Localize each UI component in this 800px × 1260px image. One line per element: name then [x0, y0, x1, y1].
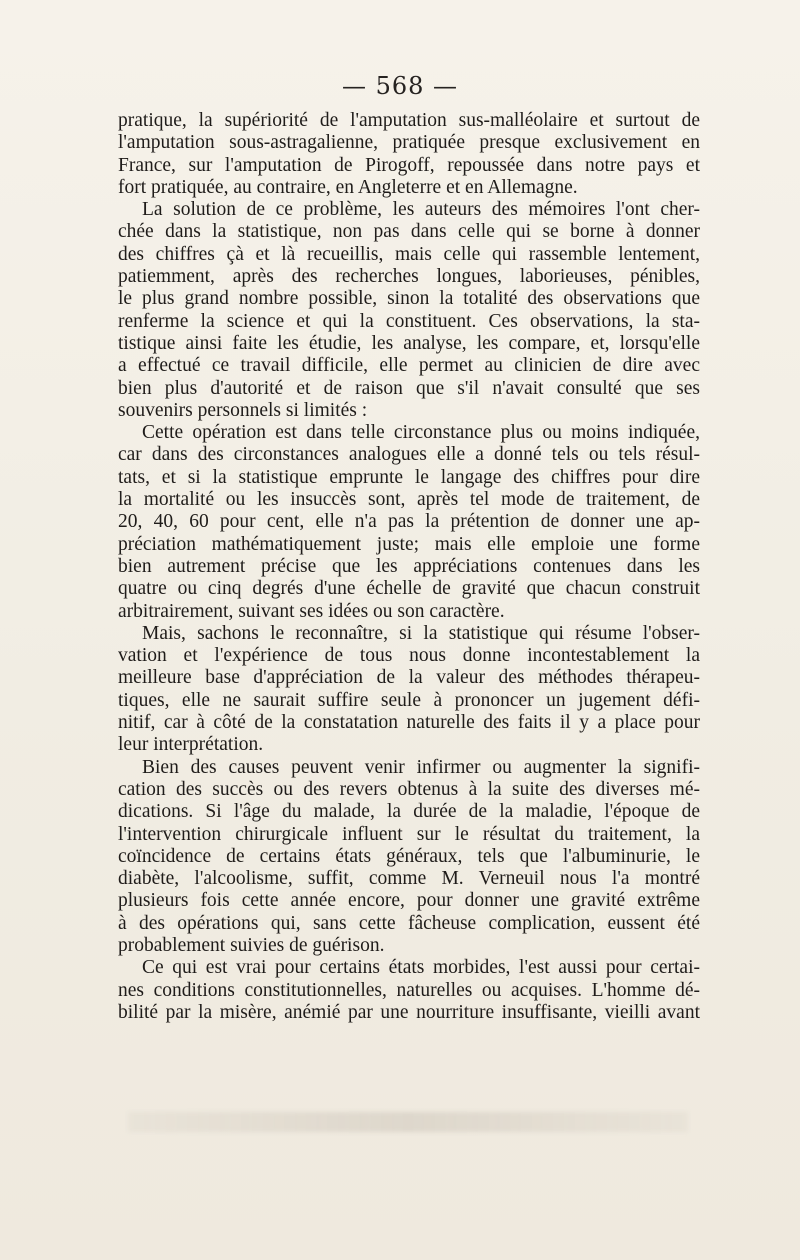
text-line: bilité par la misère, anémié par une nourriture insuffisante, vieilli avant: [118, 1001, 700, 1023]
text-line: Bien des causes peuvent venir infirmer ou augmenter la signifi-: [142, 756, 700, 778]
text-line: l'amputation sous-astragalienne, pratiquée presque exclusivement en: [118, 132, 700, 154]
text-line: Ce qui est vrai pour certains états morbides, l'est aussi pour certai-: [142, 957, 700, 979]
page-number: — 568 —: [341, 72, 459, 100]
text-line: cation des succès ou des revers obtenus à la suite des diverses mé-: [118, 778, 700, 800]
text-line: la mortalité ou les insuccès sont, après tel mode de traitement, de: [118, 489, 700, 511]
text-line: à des opérations qui, sans cette fâcheuse complication, eussent été: [118, 912, 700, 934]
text-line: tiques, elle ne saurait suffire seule à prononcer un jugement défi-: [118, 689, 700, 711]
text-line: car dans des circonstances analogues elle a donné tels ou tels résul-: [118, 444, 700, 466]
text-line: France, sur l'amputation de Pirogoff, repoussée dans notre pays et: [118, 154, 700, 176]
text-line: leur interprétation.: [118, 734, 264, 756]
text-line: quatre ou cinq degrés d'une échelle de gravité que chacun construit: [118, 578, 700, 600]
text-line: chée dans la statistique, non pas dans celle qui se borne à donner: [118, 221, 700, 243]
text-line: fort pratiquée, au contraire, en Angleterre et en Allemagne.: [118, 176, 578, 198]
text-line: nitif, car à côté de la constatation naturelle des faits il y a place pour: [118, 712, 700, 734]
bleed-through-shadow: [128, 1112, 688, 1132]
text-line: La solution de ce problème, les auteurs des mémoires l'ont cher-: [142, 199, 700, 221]
text-line: bien plus d'autorité et de raison que s'il n'avait consulté que ses: [118, 377, 700, 399]
text-line: nes conditions constitutionnelles, naturelles ou acquises. L'homme dé-: [118, 979, 700, 1001]
text-line: Cette opération est dans telle circonstance plus ou moins indiquée,: [142, 422, 700, 444]
text-line: arbitrairement, suivant ses idées ou son caractère.: [118, 600, 505, 622]
text-line: dications. Si l'âge du malade, la durée de la maladie, l'époque de: [118, 801, 700, 823]
text-line: souvenirs personnels si limités :: [118, 399, 368, 421]
text-line: le plus grand nombre possible, sinon la totalité des observations que: [118, 288, 700, 310]
text-line: probablement suivies de guérison.: [118, 934, 385, 956]
text-line: pratique, la supériorité de l'amputation sus-malléolaire et surtout de: [118, 110, 700, 131]
text-line: tistique ainsi faite les étudie, les analyse, les compare, et, lorsqu'elle: [118, 332, 700, 354]
text-line: a effectué ce travail difficile, elle permet au clinicien de dire avec: [118, 355, 700, 377]
text-line: plusieurs fois cette année encore, pour donner une gravité extrême: [118, 890, 700, 912]
text-line: 20, 40, 60 pour cent, elle n'a pas la prétention de donner une ap-: [118, 511, 700, 533]
text-line: renferme la science et qui la constituent. Ces observations, la sta-: [118, 310, 700, 332]
text-line: coïncidence de certains états généraux, tels que l'albuminurie, le: [118, 845, 700, 867]
text-line: des chiffres çà et là recueillis, mais celle qui rassemble lentement,: [118, 243, 700, 265]
text-line: patiemment, après des recherches longues, laborieuses, pénibles,: [118, 266, 700, 288]
text-line: vation et l'expérience de tous nous donne incontestablement la: [118, 645, 700, 667]
text-line: diabète, l'alcoolisme, suffit, comme M. Verneuil nous l'a montré: [118, 868, 700, 890]
text-line: l'intervention chirurgicale influent sur le résultat du traitement, la: [118, 823, 700, 845]
text-line: tats, et si la statistique emprunte le langage des chiffres pour dire: [118, 466, 700, 488]
text-line: Mais, sachons le reconnaître, si la statistique qui résume l'obser-: [142, 622, 700, 644]
text-line: bien autrement précise que les appréciations contenues dans les: [118, 555, 700, 577]
text-line: préciation mathématiquement juste; mais elle emploie une forme: [118, 533, 700, 555]
body-text: [118, 110, 700, 1024]
text-line: meilleure base d'appréciation de la valeur des méthodes thérapeu-: [118, 667, 700, 689]
